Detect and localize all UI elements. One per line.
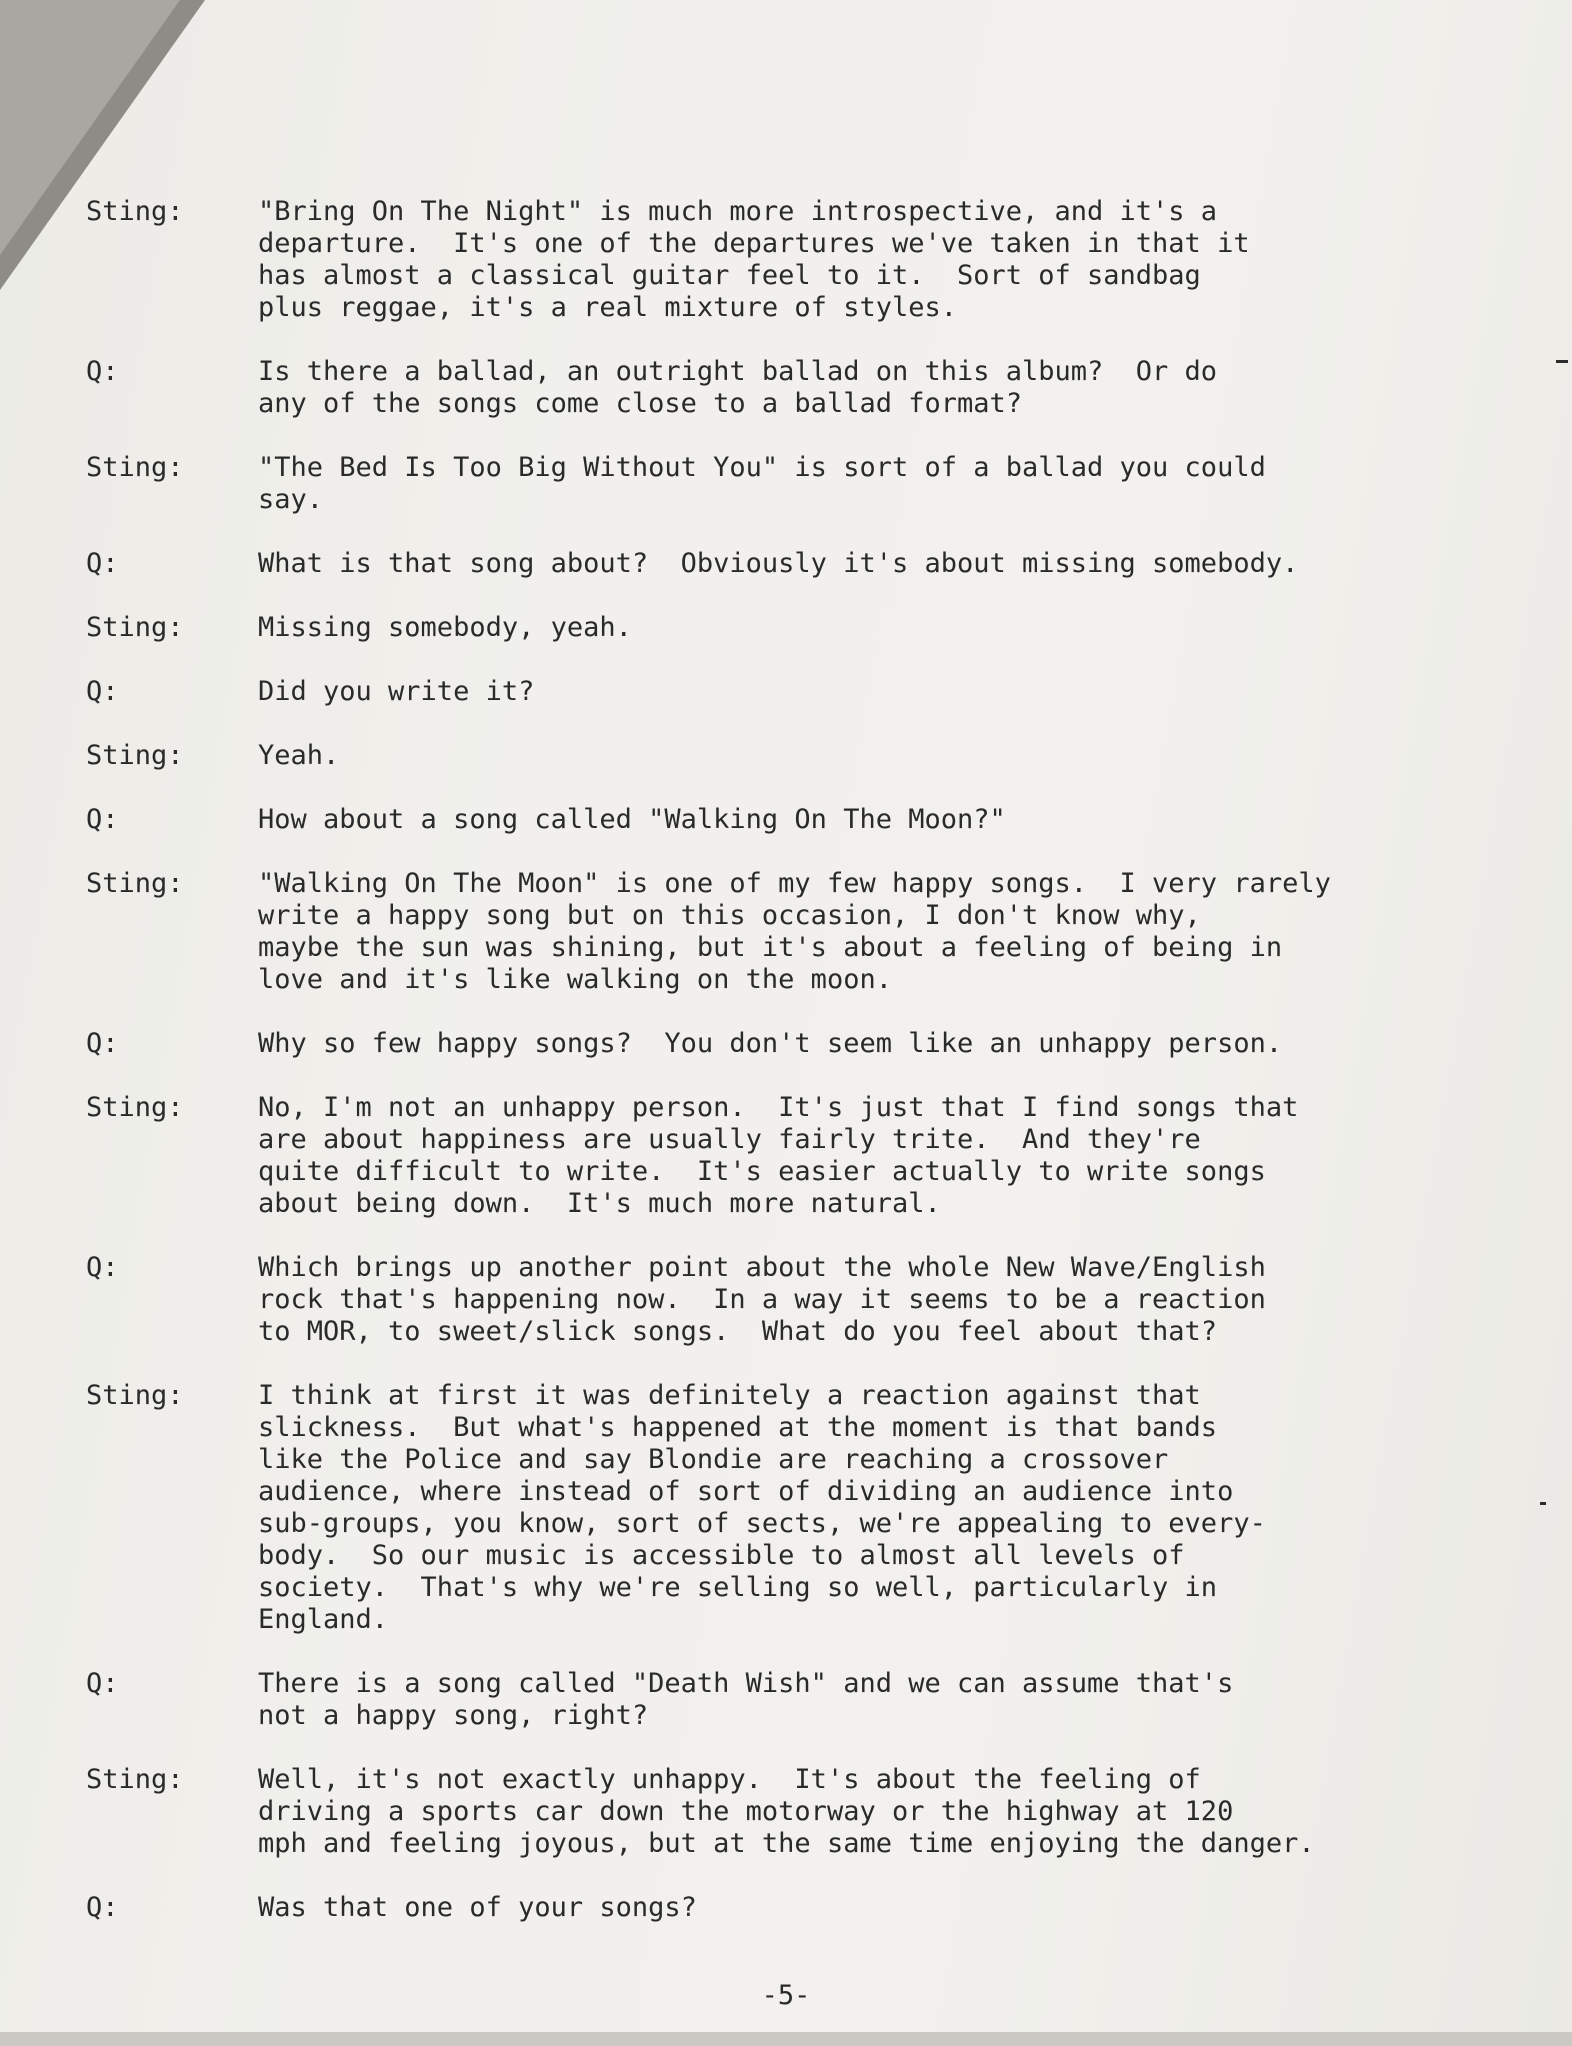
transcript-entry: [86, 1668, 1526, 1732]
page-bottom-edge: [0, 2032, 1572, 2046]
margin-mark: [1556, 360, 1568, 363]
interview-transcript: [86, 196, 1526, 1956]
speaker-label: Q:: [86, 1668, 119, 1699]
transcript-entry: [86, 1380, 1526, 1636]
entry-text: Well, it's not exactly unhappy. It's about the feeling of driving a sports car down the motorway or the highway at 120 mph and feeling joyous, but at the same time enjoying the danger.: [258, 1764, 1315, 1859]
speaker-label: Sting:: [86, 612, 184, 643]
transcript-entry: [86, 804, 1526, 836]
entry-text: I think at first it was definitely a reaction against that slickness. But what's happened at the moment is that bands like the Police and say Blondie are reaching a crossover audience, where instead of sort of dividing an audience into sub-groups, you know, sort of sects, we're appealing to every- body. So our music is accessible to almost all levels of society. That's why we're selling so well, particularly in England.: [258, 1380, 1266, 1635]
speaker-label: Sting:: [86, 1764, 184, 1795]
speaker-label: Q:: [86, 804, 119, 835]
margin-mark: [1540, 1502, 1546, 1505]
speaker-label: Sting:: [86, 196, 184, 227]
transcript-entry: [86, 548, 1526, 580]
speaker-label: Q:: [86, 1252, 119, 1283]
speaker-label: Sting:: [86, 1380, 184, 1411]
entry-text: "Walking On The Moon" is one of my few happy songs. I very rarely write a happy song but on this occasion, I don't know why, maybe the sun was shining, but it's about a feeling of being in love and it's like walking on the moon.: [258, 868, 1331, 995]
entry-text: Was that one of your songs?: [258, 1892, 697, 1923]
entry-text: Is there a ballad, an outright ballad on this album? Or do any of the songs come close to a ballad format?: [258, 356, 1218, 419]
entry-text: What is that song about? Obviously it's about missing somebody.: [258, 548, 1299, 579]
transcript-entry: [86, 1764, 1526, 1860]
entry-text: Yeah.: [258, 740, 340, 771]
transcript-entry: [86, 196, 1526, 324]
speaker-label: Q:: [86, 548, 119, 579]
transcript-entry: [86, 612, 1526, 644]
entry-text: No, I'm not an unhappy person. It's just that I find songs that are about happiness are usually fairly trite. And they're quite difficult to write. It's easier actually to write songs about being down. It's much more natural.: [258, 1092, 1299, 1219]
transcript-entry: [86, 868, 1526, 996]
speaker-label: Q:: [86, 356, 119, 387]
transcript-entry: [86, 1028, 1526, 1060]
entry-text: "The Bed Is Too Big Without You" is sort of a ballad you could say.: [258, 452, 1266, 515]
entry-text: Missing somebody, yeah.: [258, 612, 632, 643]
entry-text: How about a song called "Walking On The Moon?": [258, 804, 1006, 835]
entry-text: Did you write it?: [258, 676, 535, 707]
transcript-entry: [86, 1092, 1526, 1220]
page-number: -5-: [761, 1980, 811, 2011]
speaker-label: Sting:: [86, 868, 184, 899]
entry-text: "Bring On The Night" is much more introspective, and it's a departure. It's one of the departures we've taken in that it has almost a classical guitar feel to it. Sort of sandbag plus reggae, it's a real mixture of styles.: [258, 196, 1250, 323]
transcript-entry: [86, 1252, 1526, 1348]
speaker-label: Q:: [86, 1028, 119, 1059]
entry-text: Which brings up another point about the whole New Wave/English rock that's happening now. In a way it seems to be a reaction to MOR, to sweet/slick songs. What do you feel about that?: [258, 1252, 1266, 1347]
transcript-entry: [86, 740, 1526, 772]
entry-text: There is a song called "Death Wish" and we can assume that's not a happy song, right?: [258, 1668, 1234, 1731]
entry-text: Why so few happy songs? You don't seem like an unhappy person.: [258, 1028, 1283, 1059]
transcript-entry: [86, 1892, 1526, 1924]
transcript-entry: [86, 676, 1526, 708]
transcript-entry: [86, 452, 1526, 516]
transcript-entry: [86, 356, 1526, 420]
speaker-label: Sting:: [86, 452, 184, 483]
speaker-label: Sting:: [86, 740, 184, 771]
speaker-label: Q:: [86, 676, 119, 707]
speaker-label: Sting:: [86, 1092, 184, 1123]
speaker-label: Q:: [86, 1892, 119, 1923]
